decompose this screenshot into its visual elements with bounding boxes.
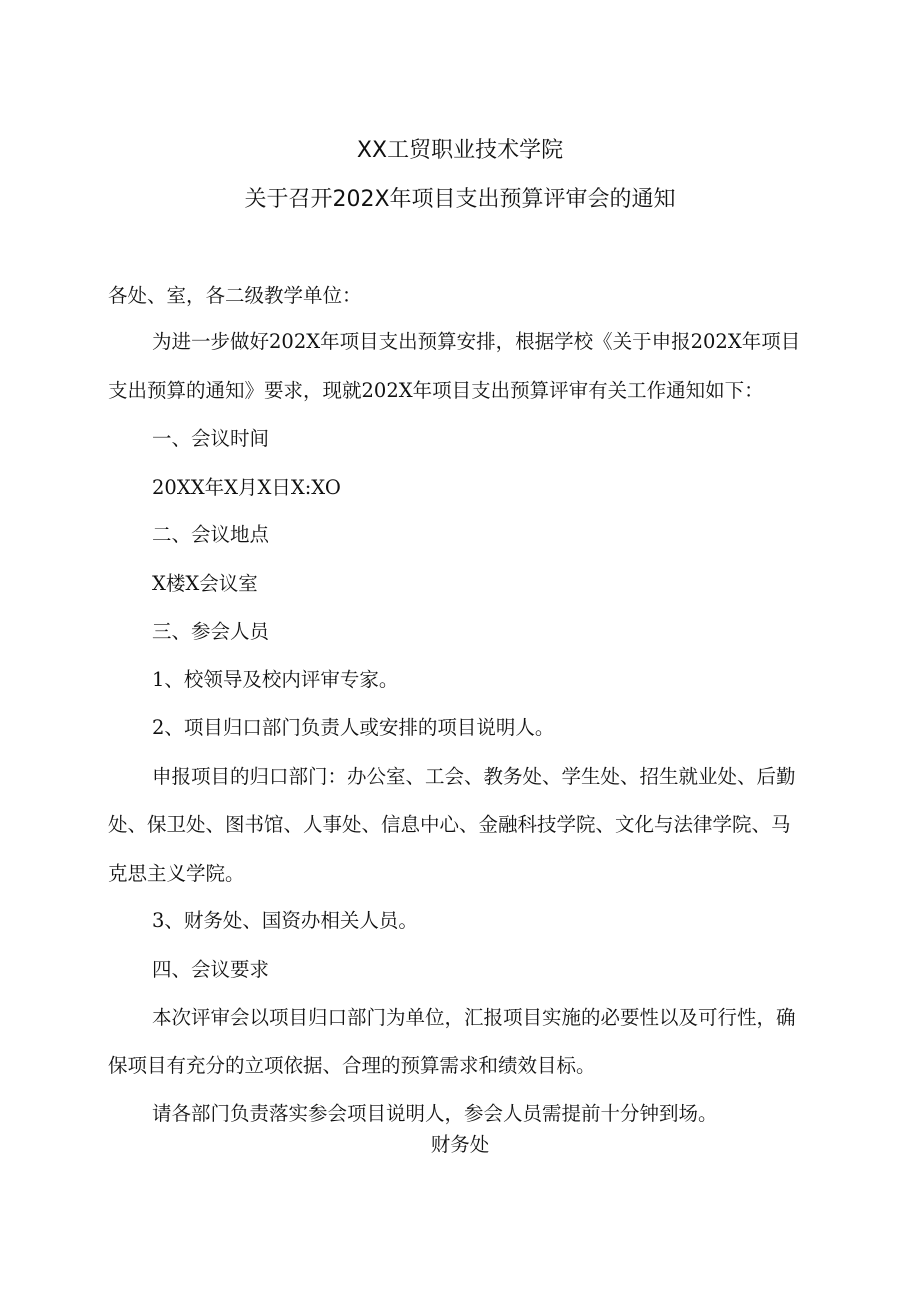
signature-finance-office: 财务处 [430, 1133, 490, 1156]
attendee-item-3: 3、财务处、国资办相关人员。 [152, 909, 418, 932]
school-name-title: XX工贸职业技术学院 [356, 138, 564, 163]
section-heading-time: 一、会议时间 [152, 427, 270, 450]
section-heading-requirements: 四、会议要求 [152, 958, 270, 981]
requirements-line-1: 本次评审会以项目归口部门为单位，汇报项目实施的必要性以及可行性，确 [152, 1006, 796, 1029]
requirements-line-2: 保项目有充分的立项依据、合理的预算需求和绩效目标。 [108, 1054, 596, 1077]
departments-line-3: 克思主义学院。 [108, 862, 245, 885]
notice-title: 关于召开202X年项目支出预算评审会的通知 [244, 187, 676, 212]
closing-instruction: 请各部门负责落实参会项目说明人，参会人员需提前十分钟到场。 [152, 1102, 718, 1125]
section-heading-attendees: 三、参会人员 [152, 620, 270, 643]
meeting-time-value: 20XX年X月X日X:XO [152, 476, 341, 499]
meeting-place-value: X楼X会议室 [152, 572, 258, 595]
departments-line-2: 处、保卫处、图书馆、人事处、信息中心、金融科技学院、文化与法律学院、马 [108, 813, 791, 836]
departments-line-1: 申报项目的归口部门：办公室、工会、教务处、学生处、招生就业处、后勤 [152, 765, 796, 788]
salutation: 各处、室，各二级教学单位： [108, 284, 362, 307]
section-heading-place: 二、会议地点 [152, 523, 270, 546]
attendee-item-2: 2、项目归口部门负责人或安排的项目说明人。 [152, 716, 555, 739]
intro-line-1: 为进一步做好202X年项目支出预算安排，根据学校《关于申报202X年项目 [152, 330, 801, 353]
intro-line-2: 支出预算的通知》要求，现就202X年项目支出预算评审有关工作通知如下： [108, 379, 764, 402]
attendee-item-1: 1、校领导及校内评审专家。 [152, 668, 399, 691]
